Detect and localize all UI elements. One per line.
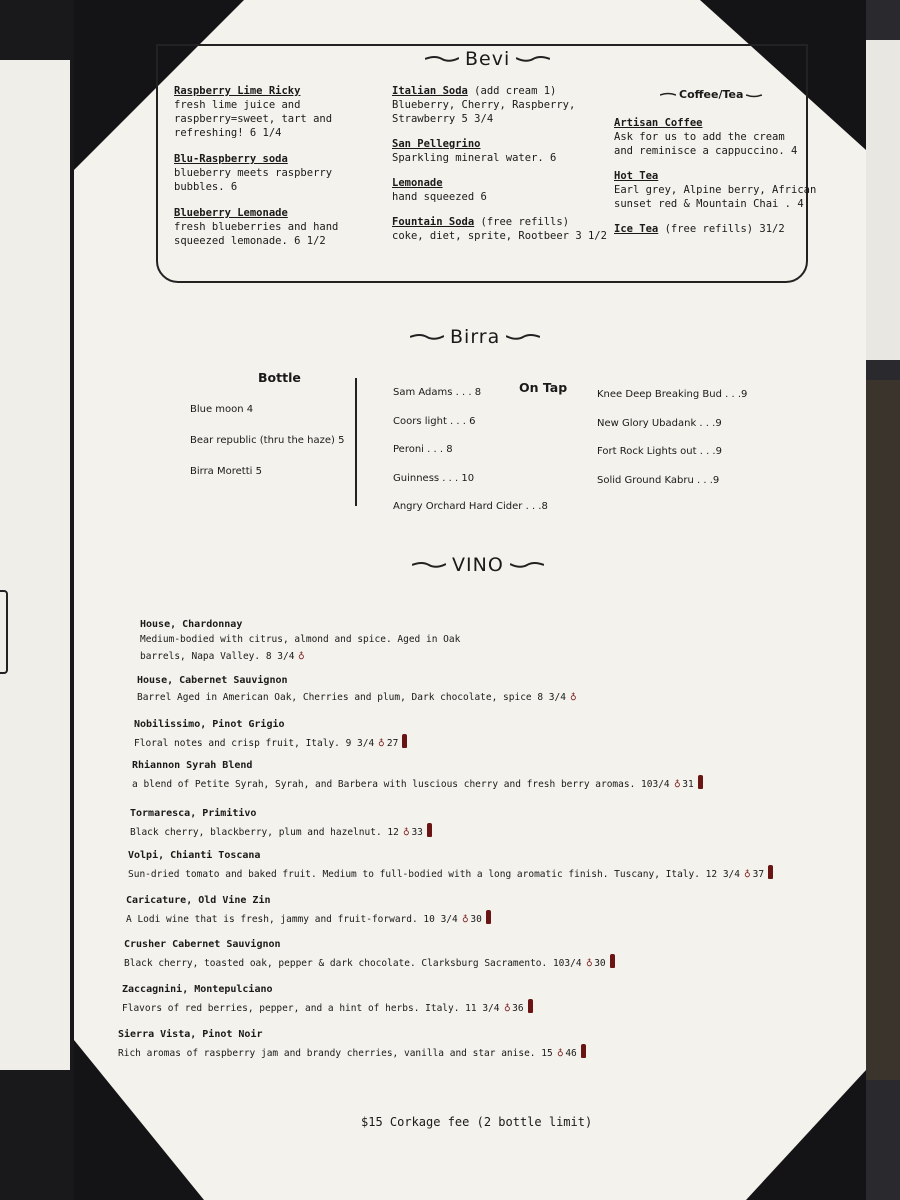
wine-name: House, Cabernet Sauvignon	[137, 675, 288, 686]
drink-description: squeezed lemonade. 6 1/2	[174, 235, 326, 247]
ornament-icon	[516, 55, 550, 63]
drink-name: Fountain Soda	[392, 216, 475, 228]
wine-bottle-icon	[610, 954, 615, 968]
drink-item	[392, 137, 607, 165]
drink-name-line	[174, 84, 338, 98]
wine-description-line	[126, 910, 491, 925]
wine-bottle-icon	[427, 823, 432, 837]
wine-description-line	[137, 690, 579, 703]
drink-item	[174, 206, 338, 248]
wine-description-line	[118, 1044, 586, 1059]
drink-item	[174, 84, 338, 140]
tap-beer: Guinness . . . 10	[393, 472, 475, 484]
drink-description: Earl grey, Alpine berry, African	[614, 184, 817, 196]
wine-description-line	[130, 823, 432, 838]
section-title: Bevi	[465, 48, 511, 70]
drink-note: (add cream 1)	[467, 85, 557, 97]
drink-name: Lemonade	[392, 177, 443, 189]
drink-description: and reminisce a cappuccino. 4	[614, 145, 798, 157]
tap-beer: Peroni . . . 8	[393, 444, 453, 455]
wine-bottle-icon	[768, 865, 773, 879]
ornament-icon	[746, 92, 762, 98]
drink-note: (free refills) 31/2	[658, 223, 785, 235]
wine-description-line	[132, 775, 703, 790]
wine-description-line	[140, 634, 460, 645]
wine-name: Crusher Cabernet Sauvignon	[124, 939, 281, 950]
wine-bottle-icon	[486, 910, 491, 924]
bevi-left-column	[174, 84, 338, 260]
wine-item	[118, 1029, 586, 1059]
beer-divider	[355, 378, 357, 506]
drink-note: (free refills)	[474, 216, 570, 228]
tap-beer: Coors light . . . 6	[393, 415, 476, 427]
wine-glass-icon: ♀	[744, 867, 751, 880]
drink-description: fresh blueberries and hand	[174, 221, 339, 233]
wine-glass-icon: ♀	[402, 825, 410, 838]
wine-item	[140, 619, 460, 662]
wine-description: Medium-bodied with citrus, almond and spice. Aged in Oak	[140, 634, 461, 645]
wine-item	[128, 850, 773, 880]
tap-beer: Fort Rock Lights out . . .9	[597, 446, 722, 457]
bottle-price: 33	[411, 827, 423, 838]
drink-item	[392, 84, 607, 126]
bottle-title: Bottle	[258, 370, 301, 385]
wine-glass-icon: ♀	[378, 736, 385, 749]
drink-item	[614, 222, 816, 236]
wine-description: barrels, Napa Valley. 8 3/4	[140, 651, 295, 662]
tap-beer: Sam Adams . . . 8	[393, 387, 482, 398]
wine-description: Sun-dried tomato and baked fruit. Medium to full-bodied with a long aromatic finish. Tuscany, Italy. 12 3/4	[128, 869, 740, 880]
wine-description: Rich aromas of raspberry jam and brandy cherries, vanilla and star anise. 15	[118, 1048, 553, 1059]
wine-description-line	[134, 734, 407, 749]
drink-description: blueberry meets raspberry	[174, 167, 333, 179]
wine-item	[122, 984, 533, 1014]
drink-name-line	[614, 116, 816, 130]
drink-name: Raspberry Lime Ricky	[174, 85, 301, 97]
bevi-right-column	[614, 116, 816, 247]
bottle-price: 36	[512, 1003, 524, 1014]
bottle-price: 30	[470, 914, 482, 925]
wine-description-line	[122, 999, 533, 1014]
drink-name: Ice Tea	[614, 223, 659, 235]
section-title: VINO	[452, 554, 504, 576]
coffee-tea-heading	[660, 88, 762, 101]
drink-name-line	[392, 137, 607, 151]
drink-name-line	[614, 222, 816, 236]
on-tap-title: On Tap	[519, 380, 568, 395]
wine-name: Nobilissimo, Pinot Grigio	[134, 719, 285, 730]
tap-beer: Angry Orchard Hard Cider . . .8	[393, 501, 548, 512]
wine-glass-icon: ♀	[673, 777, 681, 790]
drink-description: fresh lime juice and	[174, 99, 301, 111]
drink-name: Hot Tea	[614, 170, 659, 182]
bottle-price: 31	[682, 779, 694, 790]
wine-description-line	[128, 865, 773, 880]
drink-description: refreshing! 6 1/4	[174, 127, 282, 139]
wine-item	[137, 675, 579, 703]
table-surface	[866, 380, 900, 1080]
wine-bottle-icon	[402, 734, 407, 748]
tap-beer: Solid Ground Kabru . . .9	[597, 474, 720, 486]
wine-name: Rhiannon Syrah Blend	[132, 760, 253, 771]
ornament-icon	[506, 333, 540, 341]
wine-name: Caricature, Old Vine Zin	[126, 895, 271, 906]
wine-glass-icon: ♀	[585, 956, 593, 969]
drink-name-line	[392, 84, 607, 98]
drink-name-line	[392, 176, 607, 190]
bottle-price: 30	[594, 958, 606, 969]
drink-item	[392, 215, 607, 243]
drink-name-line	[614, 169, 816, 183]
drink-item	[614, 169, 816, 211]
wine-description-line	[124, 954, 615, 969]
drink-description: Ask for us to add the cream	[614, 131, 785, 143]
tap-beer: New Glory Ubadank . . .9	[597, 417, 722, 429]
drink-name-line	[174, 206, 338, 220]
bottle-beer: Bear republic (thru the haze) 5	[190, 435, 345, 446]
bottle-beer: Blue moon 4	[190, 404, 254, 415]
drink-name: Blueberry Lemonade	[174, 207, 288, 219]
drink-name: Italian Soda	[392, 85, 468, 97]
drink-name: Blu-Raspberry soda	[174, 153, 288, 165]
tap-list-left	[393, 387, 548, 530]
drink-name-line	[174, 152, 338, 166]
vino-heading	[412, 554, 544, 576]
wine-name: Sierra Vista, Pinot Noir	[118, 1029, 263, 1040]
wine-glass-icon: ♀	[503, 1001, 511, 1014]
drink-item	[392, 176, 607, 204]
drink-description: raspberry=sweet, tart and	[174, 113, 333, 125]
bottle-beer: Birra Moretti 5	[190, 466, 262, 477]
coffee-tea-title: Coffee/Tea	[679, 88, 744, 101]
drink-description: Strawberry 5 3/4	[392, 113, 494, 125]
tap-list-right	[597, 389, 747, 503]
section-title: Birra	[450, 326, 501, 348]
wine-glass-icon: ♀	[569, 690, 577, 703]
wine-bottle-icon	[581, 1044, 586, 1058]
ornament-icon	[410, 333, 444, 341]
bevi-heading	[425, 48, 550, 70]
wine-description: Barrel Aged in American Oak, Cherries and plum, Dark chocolate, spice 8 3/4	[137, 692, 566, 703]
wine-glass-icon: ♀	[298, 649, 306, 662]
tap-beer: Knee Deep Breaking Bud . . .9	[597, 389, 748, 400]
wine-glass-icon: ♀	[556, 1046, 564, 1059]
ornament-icon	[412, 561, 446, 569]
drink-description: Blueberry, Cherry, Raspberry,	[392, 99, 576, 111]
wine-name: Tormaresca, Primitivo	[130, 808, 257, 819]
wine-item	[132, 760, 703, 790]
ornament-icon	[660, 92, 676, 98]
wine-name: House, Chardonnay	[140, 619, 243, 630]
wine-item	[124, 939, 615, 969]
wine-item	[134, 719, 407, 749]
page-tab	[0, 590, 8, 674]
drink-name: Artisan Coffee	[614, 117, 703, 129]
drink-description: bubbles. 6	[174, 181, 238, 193]
bevi-middle-column	[392, 84, 607, 254]
birra-heading	[410, 326, 540, 348]
drink-description: coke, diet, sprite, Rootbeer 3 1/2	[392, 230, 607, 242]
drink-item	[174, 152, 338, 194]
right-page-edge	[866, 40, 900, 360]
wine-description: Floral notes and crisp fruit, Italy. 9 3/4	[134, 738, 375, 749]
drink-name-line	[392, 215, 607, 229]
drink-description: sunset red & Mountain Chai . 4	[614, 198, 804, 210]
wine-description: Black cherry, blackberry, plum and hazelnut. 12	[130, 827, 399, 838]
drink-description: Sparkling mineral water. 6	[392, 152, 557, 164]
left-menu-page	[0, 60, 70, 1070]
drink-description: hand squeezed 6	[392, 191, 487, 203]
bottle-list	[190, 404, 344, 497]
drink-name: San Pellegrino	[392, 138, 481, 150]
bottle-price: 37	[752, 869, 765, 880]
wine-description: A Lodi wine that is fresh, jammy and fruit-forward. 10 3/4	[126, 914, 458, 925]
wine-description-line	[140, 649, 460, 662]
wine-item	[130, 808, 432, 838]
wine-name: Zaccagnini, Montepulciano	[122, 984, 273, 995]
wine-glass-icon: ♀	[461, 912, 469, 925]
wine-description: Black cherry, toasted oak, pepper & dark chocolate. Clarksburg Sacramento. 103/4	[124, 958, 582, 969]
wine-description: a blend of Petite Syrah, Syrah, and Barbera with luscious cherry and fresh berry aromas. 103/4	[132, 779, 670, 790]
wine-bottle-icon	[698, 775, 703, 789]
ornament-icon	[425, 55, 459, 63]
corkage-fee: $15 Corkage fee (2 bottle limit)	[361, 1115, 593, 1129]
wine-description: Flavors of red berries, pepper, and a hint of herbs. Italy. 11 3/4	[122, 1003, 500, 1014]
ornament-icon	[510, 561, 544, 569]
wine-item	[126, 895, 491, 925]
wine-name: Volpi, Chianti Toscana	[128, 850, 261, 861]
drink-item	[614, 116, 816, 158]
bottle-price: 46	[565, 1048, 577, 1059]
bottle-price: 27	[386, 738, 399, 749]
wine-bottle-icon	[528, 999, 533, 1013]
